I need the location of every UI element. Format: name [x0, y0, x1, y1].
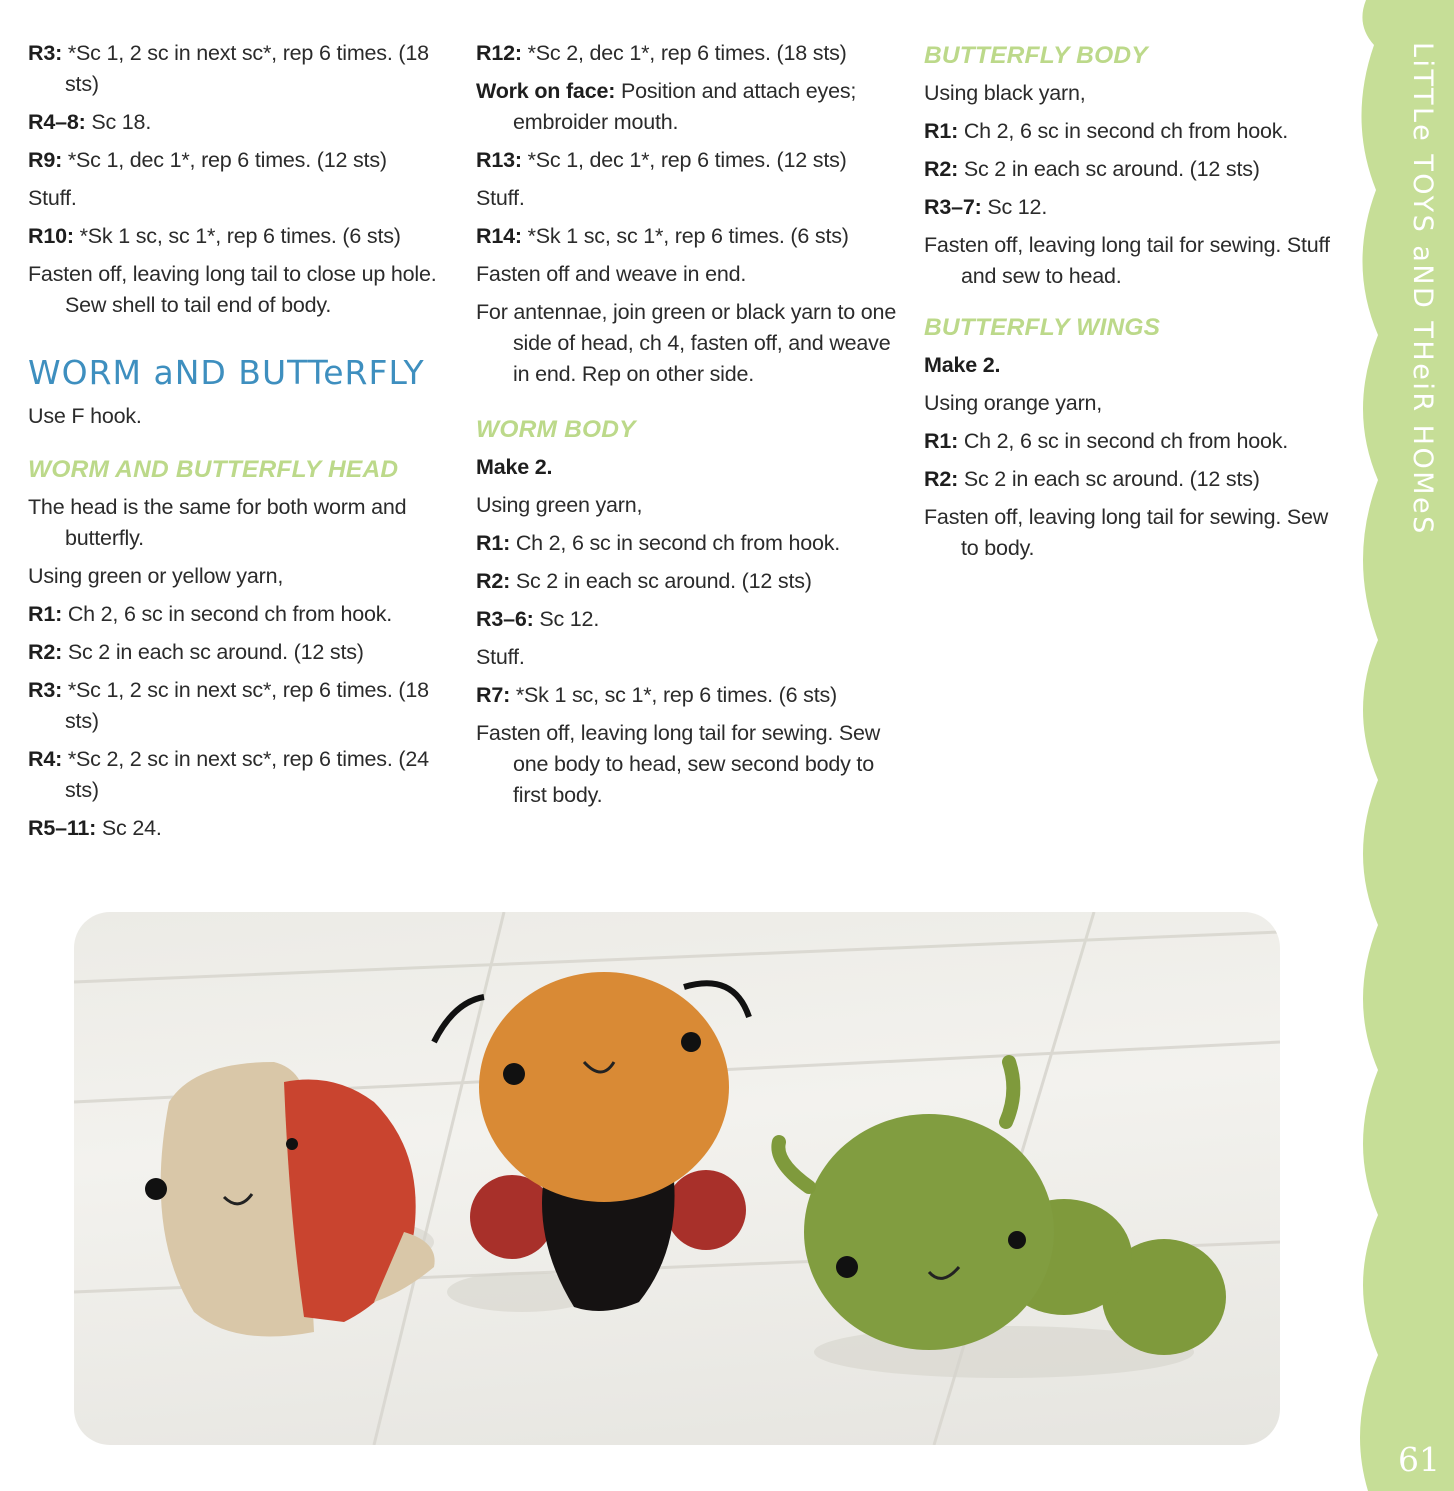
photo-illustration [74, 912, 1280, 1445]
instruction-line: R1: Ch 2, 6 sc in second ch from hook. [476, 531, 841, 555]
page-number: 61 [1398, 1440, 1440, 1479]
subheading-butterfly-body: BUTTERFLY BODY [924, 42, 1148, 69]
instruction-line: R10: *Sk 1 sc, sc 1*, rep 6 times. (6 sts) [28, 224, 401, 248]
instruction-line: Fasten off and weave in end. [476, 262, 747, 286]
column-1 [28, 38, 448, 851]
instruction-line: R7: *Sk 1 sc, sc 1*, rep 6 times. (6 sts) [476, 683, 837, 707]
instruction-line: Fasten off, leaving long tail for sewing. Sew to body. [924, 505, 1329, 560]
instruction-line: R12: *Sc 2, dec 1*, rep 6 times. (18 sts) [476, 41, 847, 65]
instruction-line: Stuff. [476, 186, 525, 210]
column-3 [924, 38, 1334, 571]
instruction-line: Stuff. [476, 645, 525, 669]
instruction-line: R9: *Sc 1, dec 1*, rep 6 times. (12 sts) [28, 148, 387, 172]
instruction-line: Stuff. [28, 186, 77, 210]
instruction-line: R2: Sc 2 in each sc around. (12 sts) [924, 157, 1260, 181]
instruction-line: The head is the same for both worm and butterfly. [28, 495, 407, 550]
instruction-line: R2: Sc 2 in each sc around. (12 sts) [476, 569, 812, 593]
instruction-line: R14: *Sk 1 sc, sc 1*, rep 6 times. (6 sts) [476, 224, 849, 248]
instruction-line: R3: *Sc 1, 2 sc in next sc*, rep 6 times. (18 sts) [28, 41, 429, 96]
instruction-line: R1: Ch 2, 6 sc in second ch from hook. [924, 119, 1289, 143]
instruction-line: For antennae, join green or black yarn to one side of head, ch 4, fasten off, and weave in end. Rep on other side. [476, 300, 897, 386]
instruction-line: Fasten off, leaving long tail for sewing. Stuff and sew to head. [924, 233, 1330, 288]
instruction-line: Fasten off, leaving long tail to close up hole. Sew shell to tail end of body. [28, 262, 437, 317]
instruction-line: Make 2. [924, 353, 1001, 377]
instruction-line: R2: Sc 2 in each sc around. (12 sts) [28, 640, 364, 664]
instruction-line: Make 2. [476, 455, 553, 479]
amigurumi-photo [74, 912, 1280, 1445]
instruction-line: R2: Sc 2 in each sc around. (12 sts) [924, 467, 1260, 491]
running-header: LiTTLe TOYS aND THeiR HOMeS [1407, 42, 1438, 536]
instruction-line: R13: *Sc 1, dec 1*, rep 6 times. (12 sts) [476, 148, 847, 172]
instruction-line: Using orange yarn, [924, 391, 1103, 415]
instruction-line: R5–11: Sc 24. [28, 816, 162, 840]
instruction-line: R4–8: Sc 18. [28, 110, 152, 134]
instruction-line: Fasten off, leaving long tail for sewing. Sew one body to head, sew second body to first body. [476, 721, 881, 807]
instruction-line: Using black yarn, [924, 81, 1086, 105]
section-title: WORM aND BUTTeRFLY [28, 353, 425, 392]
butterfly-figure [434, 972, 749, 1312]
subheading-worm-body: WORM BODY [476, 416, 636, 443]
snail-figure [145, 1062, 435, 1337]
instruction-line: R3–6: Sc 12. [476, 607, 600, 631]
instruction-line: R3: *Sc 1, 2 sc in next sc*, rep 6 times. (18 sts) [28, 678, 429, 733]
worm-figure [778, 1062, 1226, 1378]
subheading-butterfly-wings: BUTTERFLY WINGS [924, 314, 1161, 341]
hook-note: Use F hook. [28, 404, 142, 428]
instruction-line: Using green or yellow yarn, [28, 564, 284, 588]
snail-instructions-end [28, 38, 448, 321]
instruction-line: Work on face: Position and attach eyes; embroider mouth. [476, 79, 857, 134]
subheading-head: WORM AND BUTTERFLY HEAD [28, 456, 399, 483]
instruction-line: R1: Ch 2, 6 sc in second ch from hook. [28, 602, 393, 626]
column-2 [476, 38, 906, 818]
instruction-line: R3–7: Sc 12. [924, 195, 1048, 219]
instruction-line: R4: *Sc 2, 2 sc in next sc*, rep 6 times. (24 sts) [28, 747, 429, 802]
instruction-line: Using green yarn, [476, 493, 643, 517]
instruction-line: R1: Ch 2, 6 sc in second ch from hook. [924, 429, 1289, 453]
